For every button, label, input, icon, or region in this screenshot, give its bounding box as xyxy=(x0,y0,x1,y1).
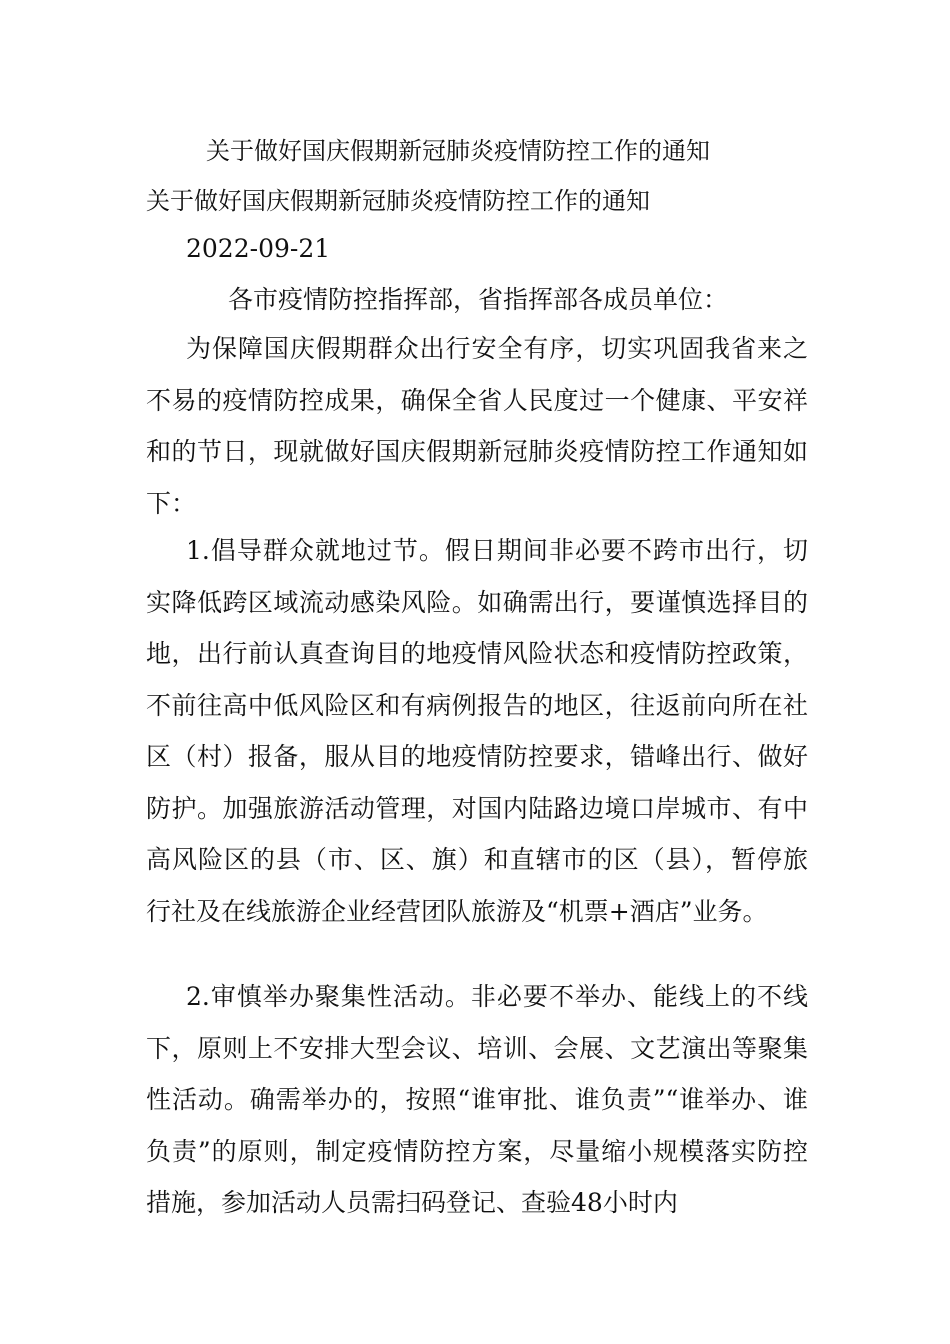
document-date: 2022-09-21 xyxy=(186,234,331,263)
paragraph-intro: 为保障国庆假期群众出行安全有序，切实巩固我省来之不易的疫情防控成果，确保全省人民度过一个健康、平安祥和的节日，现就做好国庆假期新冠肺炎疫情防控工作通知如下： xyxy=(146,334,808,518)
paragraph-item-2: 2.审慎举办聚集性活动。非必要不举办、能线上的不线下，原则上不安排大型会议、培训、会展、文艺演出等聚集性活动。确需举办的，按照“谁审批、谁负责”“谁举办、谁负责”的原则，制定疫情防控方案，尽量缩小规模落实防控措施，参加活动人员需扫码登记、查验48小时内 xyxy=(146,982,808,1217)
document-subtitle: 关于做好国庆假期新冠肺炎疫情防控工作的通知 xyxy=(146,187,650,215)
document-title: 关于做好国庆假期新冠肺炎疫情防控工作的通知 xyxy=(206,137,710,165)
salutation: 各市疫情防控指挥部，省指挥部各成员单位： xyxy=(228,285,729,314)
paragraph-item-1: 1.倡导群众就地过节。假日期间非必要不跨市出行，切实降低跨区域流动感染风险。如确需出行，要谨慎选择目的地，出行前认真查询目的地疫情风险状态和疫情防控政策，不前往高中低风险区和有病例报告的地区，往返前向所在社区（村）报备，服从目的地疫情防控要求，错峰出行、做好防护。加强旅游活动管理，对国内陆路边境口岸城市、有中高风险区的县（市、区、旗）和直辖市的区（县），暂停旅行社及在线旅游企业经营团队旅游及“机票+酒店”业务。 xyxy=(146,536,808,926)
